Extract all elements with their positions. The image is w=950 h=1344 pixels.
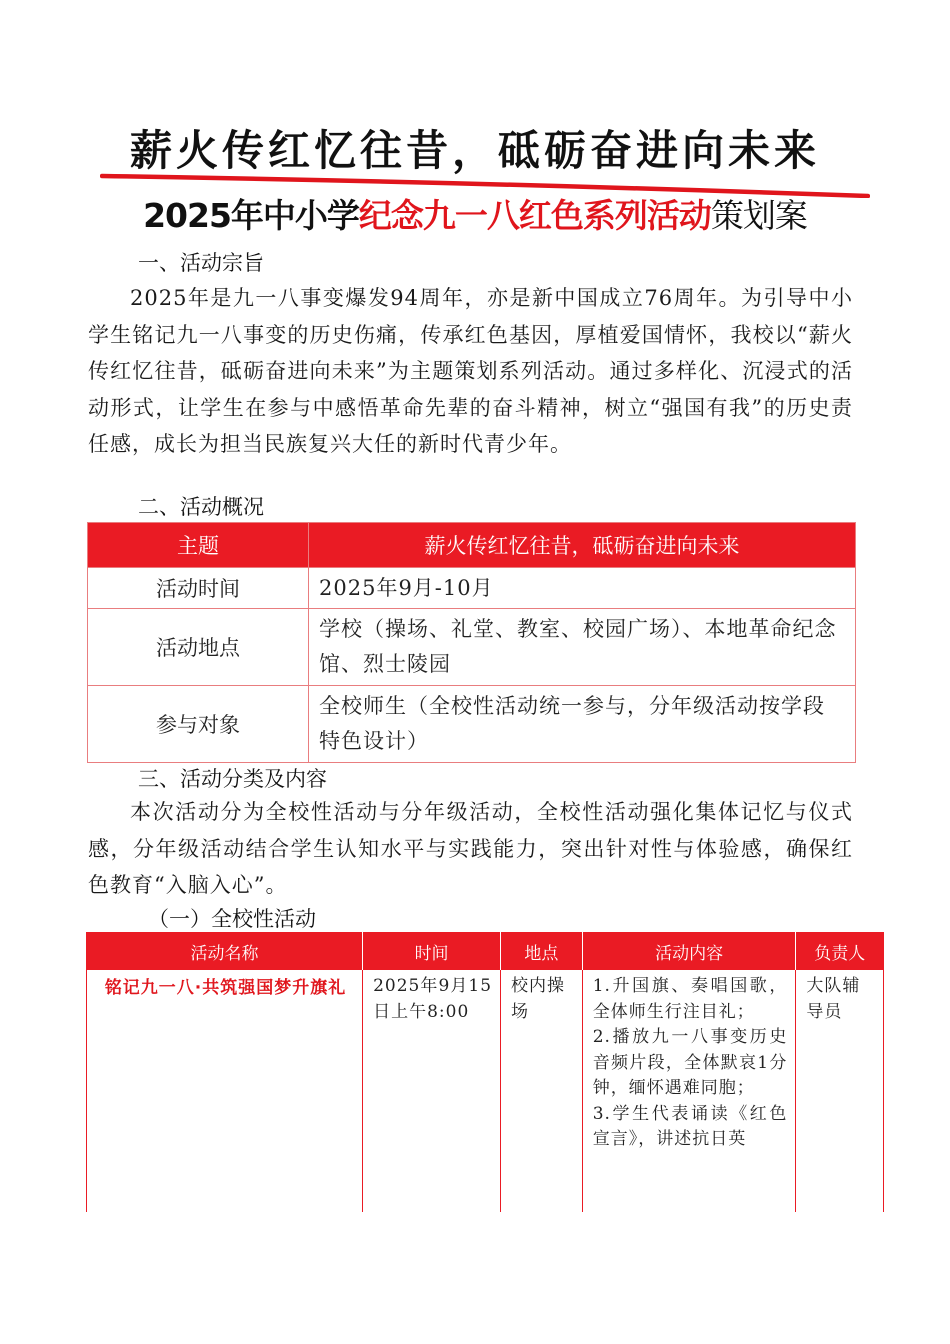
col-header-time: 时间 [363,932,501,970]
activity-name: 铭记九一八·共筑强国梦升旗礼 [87,970,363,1212]
schoolwide-activity-table [86,932,884,1212]
col-header-content: 活动内容 [582,932,796,970]
overview-label: 活动时间 [88,568,309,609]
subtitle-year: 2025年中小学 [143,196,359,235]
activity-content-item: 2.播放九一八事变历史音频片段，全体默哀1分钟，缅怀遇难同胞； [592,1027,788,1098]
purpose-text: 2025年是九一八事变爆发94周年，亦是新中国成立76周年。为引导中小学生铭记九一八事变的历史伤痛，传承红色基因，厚植爱国情怀，我校以“薪火传红忆往昔，砥砺奋进向未来”为主题策划系列活动。通过多样化、沉浸式的活动形式，让学生在参与中感悟革命先辈的奋斗精神，树立“强国有我”的历史责任感，成长为担当民族复兴大任的新时代青少年。 [88,286,853,456]
col-header-name: 活动名称 [87,932,363,970]
activity-content [582,970,796,1212]
section-heading-categories: 三、活动分类及内容 [138,767,327,791]
purpose-paragraph [88,280,853,463]
overview-value: 全校师生（全校性活动统一参与，分年级活动按学段特色设计） [309,686,856,763]
overview-header-value: 薪火传红忆往昔，砥砺奋进向未来 [309,523,856,568]
section-heading-overview: 二、活动概况 [138,495,264,519]
activity-place: 校内操场 [501,970,583,1212]
activity-content-item: 1.升国旗、奏唱国歌，全体师生行注目礼； [592,976,788,1022]
subtitle-suffix: 策划案 [710,196,807,235]
activity-content-item: 3.学生代表诵读《红色宣言》，讲述抗日英 [592,1103,788,1149]
overview-header-row [88,523,856,568]
overview-value: 2025年9月-10月 [309,568,856,609]
overview-row-place [88,609,856,686]
activity-time: 2025年9月15日上午8:00 [363,970,501,1212]
overview-label: 活动地点 [88,609,309,686]
categories-paragraph [88,794,853,904]
subtitle-highlight: 纪念九一八红色系列活动 [358,196,711,235]
overview-row-time [88,568,856,609]
overview-value: 学校（操场、礼堂、教室、校园广场）、本地革命纪念馆、烈士陵园 [309,609,856,686]
activity-row [87,970,884,1212]
section-heading-purpose: 一、活动宗旨 [138,251,264,275]
categories-text: 本次活动分为全校性活动与分年级活动，全校性活动强化集体记忆与仪式感，分年级活动结合学生认知水平与实践能力，突出针对性与体验感，确保红色教育“入脑入心”。 [88,800,853,897]
overview-header-label: 主题 [88,523,309,568]
col-header-owner: 负责人 [796,932,884,970]
document-title: 薪火传红忆往昔，砥砺奋进向未来 [129,126,820,175]
overview-label: 参与对象 [88,686,309,763]
activity-owner: 大队辅导员 [796,970,884,1212]
document-subtitle [0,190,950,237]
overview-row-participants [88,686,856,763]
col-header-place: 地点 [501,932,583,970]
activity-header-row [87,932,884,970]
overview-table [87,522,856,763]
subsection-heading-schoolwide: （一）全校性活动 [148,907,316,931]
